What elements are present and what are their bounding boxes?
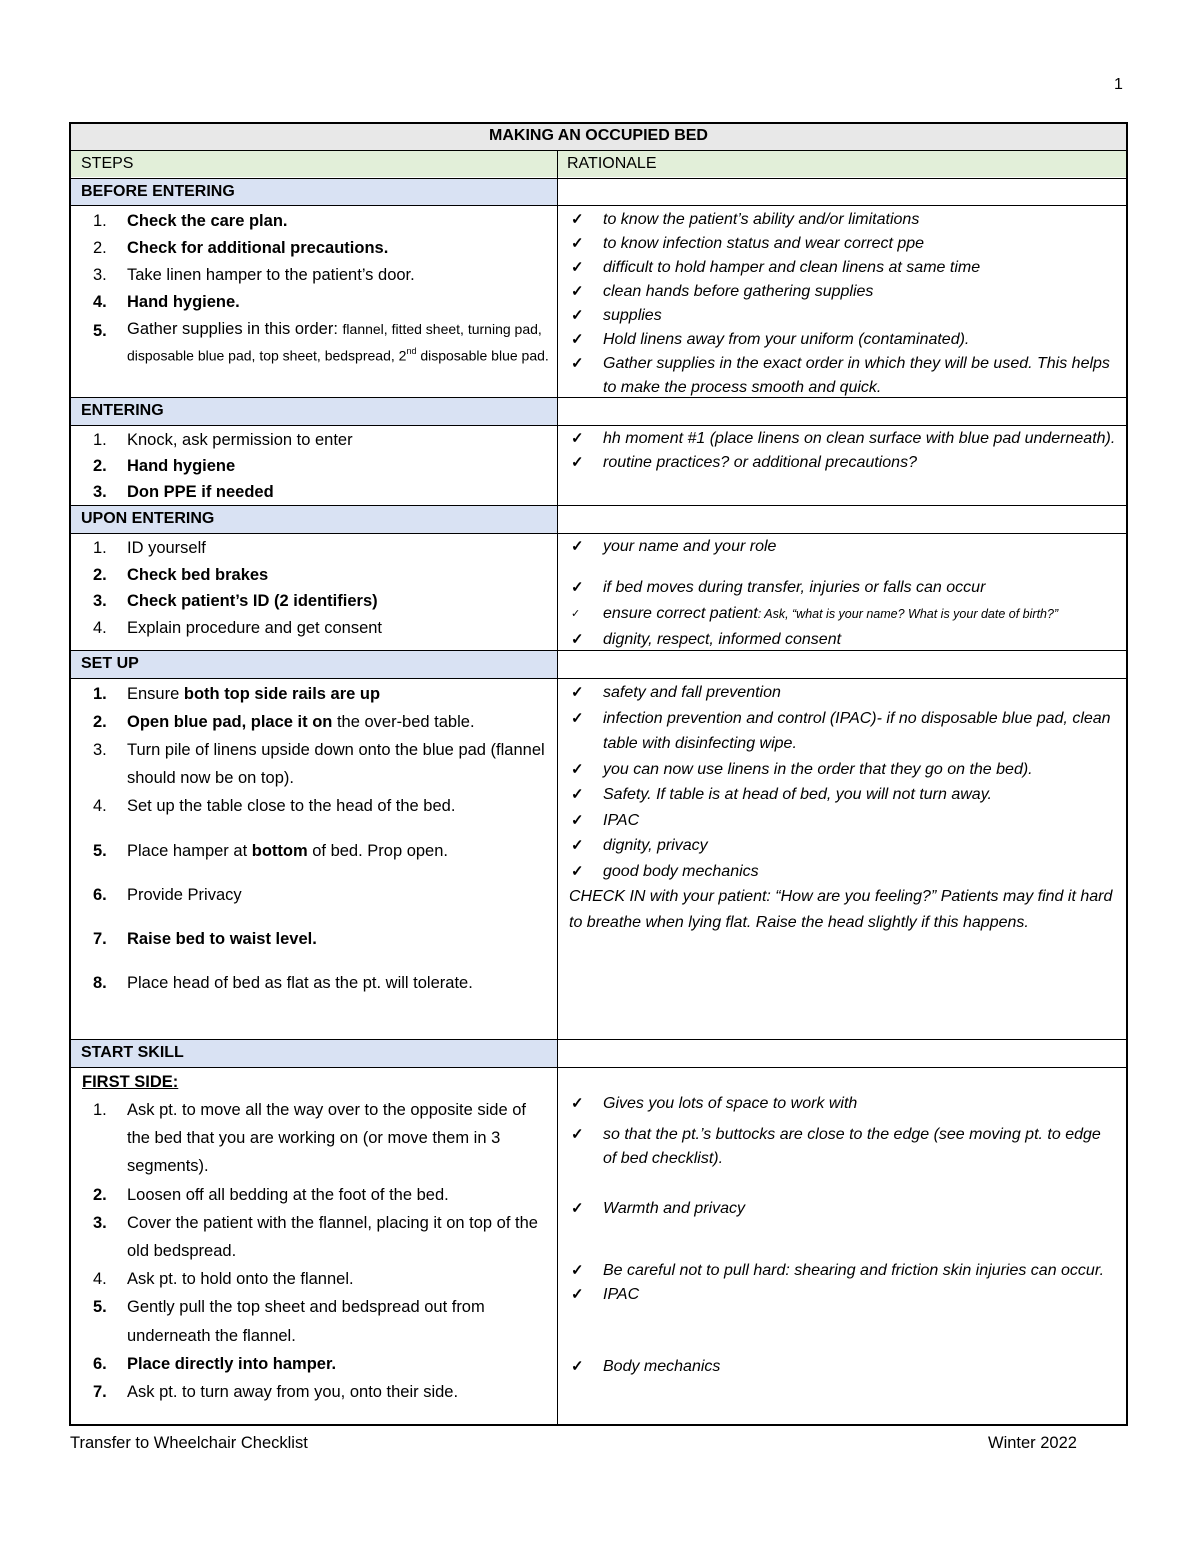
table-title: MAKING AN OCCUPIED BED (71, 124, 1126, 150)
section-header-start-skill (71, 1040, 1126, 1067)
list-item (559, 1197, 1126, 1221)
list-item (559, 280, 1126, 304)
step-number: 4. (93, 1270, 107, 1289)
list-item (559, 782, 1126, 808)
step-text: Place head of bed as flat as the pt. will tolerate. (127, 974, 473, 992)
rationale-text: difficult to hold hamper and clean linens at same time (603, 259, 981, 276)
list-item (81, 1096, 557, 1181)
checkmark-icon: ✓ (571, 1095, 584, 1112)
checkmark-icon: ✓ (571, 684, 584, 701)
list-item (81, 1293, 557, 1349)
list-item (81, 535, 557, 562)
column-divider (557, 151, 558, 1424)
checkmark-icon: ✓ (571, 1262, 584, 1279)
list-item (81, 792, 557, 820)
list-item (81, 316, 557, 367)
list-item (559, 706, 1126, 757)
step-text: Hand hygiene (127, 457, 236, 475)
checkmark-icon: ✓ (571, 837, 584, 854)
step-number: 2. (93, 457, 107, 475)
step-text: Ask pt. to turn away from you, onto their side. (127, 1383, 459, 1402)
list-item (81, 289, 557, 316)
step-text: Check the care plan. (127, 212, 288, 230)
list-item (559, 1259, 1126, 1283)
step-number: 2. (93, 713, 107, 731)
rationale-text: Be careful not to pull hard: shearing and friction skin injuries can occur. (603, 1262, 1105, 1279)
list-item (559, 576, 1126, 600)
rationale-text: dignity, respect, informed consent (603, 631, 842, 648)
step-number: 3. (93, 483, 107, 501)
list-item (559, 535, 1126, 559)
checkmark-icon: ✓ (571, 760, 584, 778)
checkmark-icon: ✓ (571, 259, 584, 276)
rationale-text: Safety. If table is at head of bed, you will not turn away. (603, 786, 992, 803)
list-item (81, 427, 557, 453)
list-item (81, 479, 557, 505)
list-item (559, 1123, 1126, 1171)
step-text-end: the over-bed table. (332, 713, 475, 731)
step-text: Take linen hamper to the patient’s door. (127, 266, 415, 284)
rationale-text: infection prevention and control (IPAC)- if no disposable blue pad, clean table with disinfecting wipe. (603, 709, 1111, 752)
entering-rationale (559, 427, 1126, 475)
checkmark-icon: ✓ (571, 811, 584, 829)
checkmark-icon: ✓ (571, 1126, 584, 1143)
step-text: Gently pull the top sheet and bedspread out from underneath the flannel. (127, 1298, 485, 1345)
list-item (81, 1350, 557, 1378)
upon-entering-rationale (559, 535, 1126, 652)
rationale-header: RATIONALE (567, 155, 657, 172)
checkmark-icon: ✓ (571, 1200, 584, 1217)
step-number: 2. (93, 1185, 107, 1204)
section-header-before-entering (71, 179, 1126, 205)
step-text: Provide Privacy (127, 886, 242, 904)
section-title: SET UP (71, 651, 557, 678)
step-number: 3. (93, 741, 107, 759)
list-item (81, 615, 557, 642)
steps-header: STEPS (81, 155, 134, 172)
list-item (559, 602, 1126, 626)
rationale-text: so that the pt.’s buttocks are close to the edge (see moving pt. to edge of bed checklist). (603, 1126, 1101, 1167)
step-number: 2. (93, 239, 107, 257)
step-text: Ask pt. to hold onto the flannel. (127, 1270, 354, 1289)
list-item (81, 453, 557, 479)
step-text: Ensure (127, 685, 184, 703)
checkmark-icon: ✓ (571, 579, 584, 596)
rationale-text: routine practices? or additional precautions? (603, 454, 917, 471)
step-number: 7. (93, 930, 107, 948)
list-item (559, 328, 1126, 352)
rationale-text: safety and fall prevention (603, 684, 781, 701)
list-item (559, 1355, 1126, 1379)
step-number: 5. (93, 842, 107, 860)
rationale-text: dignity, privacy (603, 837, 708, 854)
list-item (559, 833, 1126, 859)
checkmark-icon: ✓ (571, 631, 584, 648)
list-item (81, 708, 557, 736)
list-item (559, 628, 1126, 652)
checkmark-icon: ✓ (571, 331, 584, 348)
step-number: 4. (93, 293, 107, 311)
list-item (559, 256, 1126, 280)
start-skill-steps (71, 1069, 557, 1406)
checkmark-icon: ✓ (571, 786, 584, 803)
step-text: Check patient’s ID (2 identifiers) (127, 592, 378, 610)
step-text: Hand hygiene. (127, 293, 240, 311)
first-side-subheading: FIRST SIDE: (82, 1073, 179, 1091)
list-item (559, 304, 1126, 328)
list-item (81, 925, 557, 953)
set-up-rationale (559, 680, 1126, 935)
section-header-upon-entering (71, 506, 1126, 533)
list-item (81, 837, 557, 865)
list-item (81, 736, 557, 792)
step-text: Check bed brakes (127, 565, 269, 584)
check-in-note: CHECK IN with your patient: “How are you feeling?” Patients may find it hard to breathe when lying flat. Raise the head slightly if this happens. (569, 888, 1113, 931)
list-item (81, 881, 557, 909)
list-item (81, 1209, 557, 1265)
checkmark-icon: ✓ (571, 1286, 584, 1303)
checkmark-icon: ✓ (571, 709, 584, 727)
section-title: UPON ENTERING (71, 506, 557, 533)
step-text-bold: bottom (251, 842, 308, 860)
entering-steps (71, 427, 557, 505)
checkmark-icon: ✓ (571, 307, 584, 324)
procedure-table (69, 122, 1128, 1426)
rationale-text: you can now use linens in the order that they go on the bed). (603, 760, 1033, 778)
list-item (559, 427, 1126, 451)
step-text: Check for additional precautions. (127, 239, 389, 257)
step-text-bold: both top side rails are up (183, 685, 381, 703)
checkmark-icon: ✓ (571, 454, 584, 471)
checkmark-icon: ✓ (571, 538, 584, 555)
step-number: 1. (93, 539, 107, 557)
list-item (81, 262, 557, 289)
list-item (559, 757, 1126, 783)
step-number: 5. (93, 1298, 107, 1317)
rationale-text: your name and your role (603, 538, 777, 555)
step-number: 4. (93, 797, 107, 815)
upon-entering-steps (71, 535, 557, 641)
checkmark-icon: ✓ (571, 608, 581, 620)
step-text: Ask pt. to move all the way over to the opposite side of the bed that you are working on (or move them in 3 segments). (127, 1101, 526, 1176)
step-text: Set up the table close to the head of the bed. (127, 797, 456, 815)
step-text: Gather supplies in this order: (127, 320, 343, 338)
rationale-text: Gives you lots of space to work with (603, 1095, 858, 1112)
list-item (559, 1283, 1126, 1307)
checkmark-icon: ✓ (571, 283, 584, 300)
before-entering-steps (71, 208, 557, 367)
rationale-text: to know the patient’s ability and/or limitations (603, 211, 920, 228)
list-item (81, 1378, 557, 1406)
step-number: 1. (93, 212, 107, 230)
list-item (559, 208, 1126, 232)
list-item (559, 352, 1126, 400)
step-text-bold: Raise bed to waist level. (127, 930, 317, 948)
rationale-note: : Ask, “what is your name? What is your date of birth?” (757, 607, 1059, 621)
step-text: ID yourself (127, 539, 206, 557)
list-item (81, 969, 557, 997)
step-text: Place directly into hamper. (127, 1354, 337, 1373)
list-item (81, 208, 557, 235)
list-item (81, 1265, 557, 1293)
rationale-text: Gather supplies in the exact order in which they will be used. This helps to make the process smooth and quick. (603, 355, 1110, 396)
rationale-text: if bed moves during transfer, injuries or falls can occur (603, 579, 986, 596)
step-number: 3. (93, 266, 107, 284)
step-text: Knock, ask permission to enter (127, 431, 353, 449)
step-text: Turn pile of linens upside down onto the blue pad (flannel should now be on top). (127, 741, 545, 787)
rationale-text: Hold linens away from your uniform (contaminated). (603, 331, 970, 348)
footer-document-title: Transfer to Wheelchair Checklist (70, 1434, 308, 1452)
rationale-text: IPAC (603, 1286, 640, 1303)
rationale-text: Body mechanics (603, 1358, 721, 1375)
list-item (559, 680, 1126, 706)
step-number: 1. (93, 685, 107, 703)
section-title: START SKILL (71, 1040, 557, 1067)
checkmark-icon: ✓ (571, 355, 584, 372)
checkmark-icon: ✓ (571, 862, 584, 880)
checkmark-icon: ✓ (571, 430, 584, 447)
before-entering-rationale (559, 208, 1126, 400)
step-number: 6. (93, 886, 107, 904)
step-text-bold: Open blue pad, place it on (127, 713, 333, 731)
list-item (81, 588, 557, 615)
section-title: ENTERING (71, 398, 557, 425)
list-item (81, 562, 557, 589)
step-number: 5. (93, 322, 107, 340)
list-item (559, 451, 1126, 475)
step-number: 2. (93, 565, 107, 584)
rationale-text: IPAC (603, 811, 640, 829)
list-item (559, 859, 1126, 885)
list-item (81, 235, 557, 262)
step-text-end: of bed. Prop open. (307, 842, 448, 860)
section-header-entering (71, 398, 1126, 425)
section-header-set-up (71, 651, 1126, 678)
step-number: 6. (93, 1354, 107, 1373)
supply-list-end: disposable blue pad. (416, 347, 549, 364)
list-item (559, 232, 1126, 256)
ordinal-suffix: nd (406, 346, 417, 356)
rationale-text: clean hands before gathering supplies (603, 283, 874, 300)
step-number: 1. (93, 431, 107, 449)
start-skill-rationale (559, 1092, 1126, 1379)
list-item (81, 680, 557, 708)
step-number: 3. (93, 1213, 107, 1232)
supply-list: flannel, fitted sheet, turning pad, disposable blue pad, top sheet, bedspread, 2 (127, 321, 542, 364)
rationale-text: Warmth and privacy (603, 1200, 745, 1217)
step-text: Don PPE if needed (127, 483, 274, 501)
set-up-steps (71, 680, 557, 997)
footer-term: Winter 2022 (988, 1434, 1077, 1452)
step-number: 3. (93, 592, 107, 610)
step-number: 8. (93, 974, 107, 992)
rationale-text: hh moment #1 (place linens on clean surface with blue pad underneath). (603, 430, 1116, 447)
step-number: 7. (93, 1383, 107, 1402)
rationale-text: ensure correct patient (603, 605, 758, 622)
step-text: Place hamper at (127, 842, 252, 860)
rationale-text: to know infection status and wear correct ppe (603, 235, 925, 252)
checkmark-icon: ✓ (571, 1358, 584, 1375)
rationale-text: good body mechanics (603, 862, 759, 880)
checkmark-icon: ✓ (571, 211, 584, 228)
checkmark-icon: ✓ (571, 235, 584, 252)
step-number: 1. (93, 1101, 107, 1119)
list-item (559, 808, 1126, 834)
step-text: Loosen off all bedding at the foot of the bed. (127, 1185, 449, 1204)
rationale-text: supplies (603, 307, 662, 324)
section-title: BEFORE ENTERING (71, 179, 557, 205)
list-item (81, 1181, 557, 1209)
list-item (559, 1092, 1126, 1116)
step-text: Explain procedure and get consent (127, 618, 383, 637)
column-headers (71, 151, 1126, 177)
page-number: 1 (1114, 76, 1123, 93)
step-number: 4. (93, 618, 107, 637)
step-text: Cover the patient with the flannel, placing it on top of the old bedspread. (127, 1213, 538, 1261)
